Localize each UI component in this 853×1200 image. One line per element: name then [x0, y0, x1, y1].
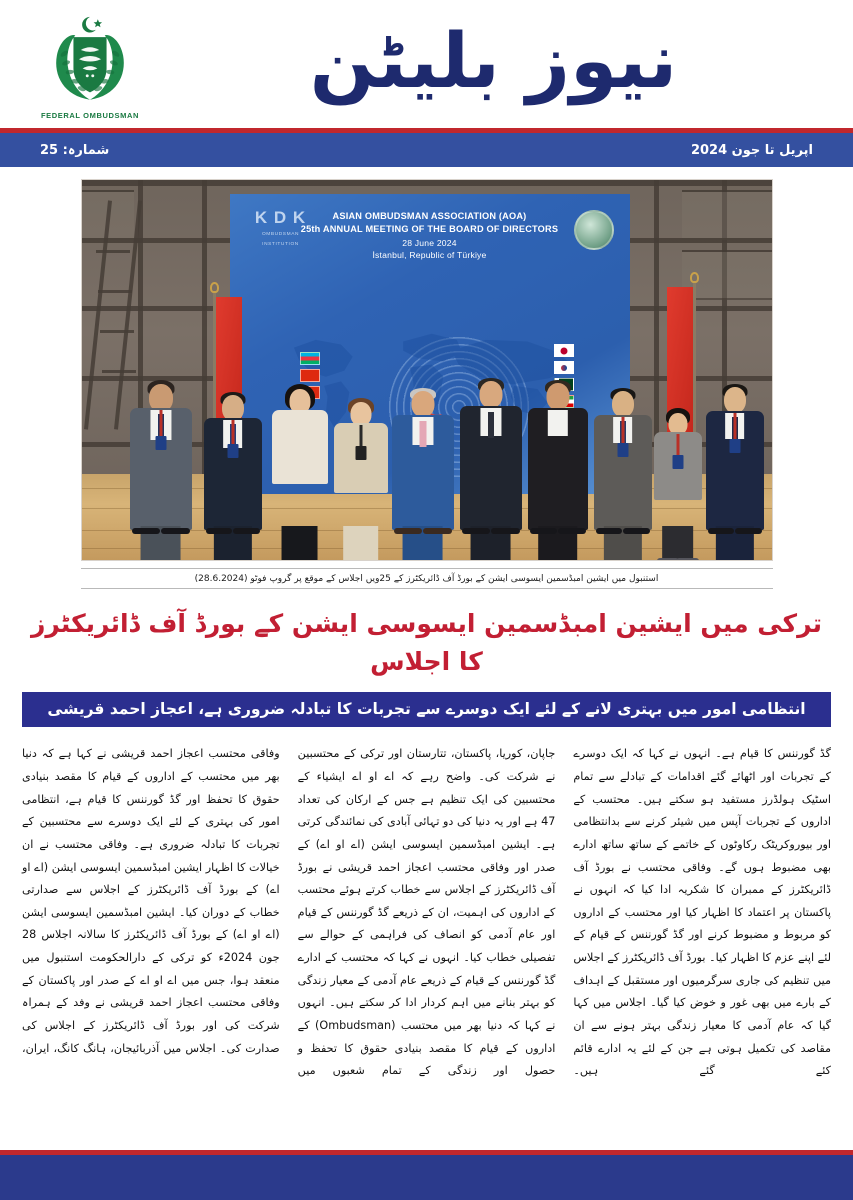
federal-ombudsman-crest-icon: [44, 15, 136, 109]
article-column-middle: جاپان، کوریا، پاکستان، تتارستان اور ترکی کے محتسبین نے شرکت کی۔ واضح رہے کہ اے او اے ایشیاء کے محتسبین کی ایک تنظیم ہے جس کے ارکان کی تعداد 47 ہے اور یہ دنیا کی دو تہائی آبادی کی نمائندگی کرتی ہے۔ ایشین امبڈسمین ایسوسی ایشن (اے او اے) کے صدر اور وفاقی محتسب اعجاز احمد قریشی نے بورڈ آف ڈائریکٹرز کے اجلاس سے خطاب کرتے ہوئے محتسب کے اداروں کی اہمیت، ان کے ذریعے گڈ گورننس کے قیام اور عام آدمی کو انصاف کی فراہمی کے حوالے سے تفصیلی خطاب کیا۔ انہوں نے کہا کہ محتسب کے ادارے گڈ گورننس کے قیام کے ذریعے عام آدمی کے معیار زندگی کو بہتر بنانے میں اہم کردار ادا کر سکتے ہیں۔ انہوں نے کہا کہ دنیا بھر میں محتسب (Ombudsman) کے اداروں کے قیام کا مقصد بنیادی حقوق کا تحفظ و حصول اور زندگی کے تمام شعبوں میں: [297, 747, 556, 1078]
issue-banner: [0, 133, 853, 167]
group-photo: [81, 179, 773, 561]
kdk-mark: K D K: [254, 208, 307, 227]
masthead: [0, 0, 853, 128]
article-column-right: وفاقی محتسب اعجاز احمد قریشی نے کہا ہے کہ دنیا بھر میں محتسب کے اداروں کے قیام کا مقصد بنیادی حقوق کا تحفظ اور گڈ گورننس کا قیام ہے، انتظامی امور کی بہتری کے لئے ایک دوسرے سے محتسبین کے تجربات کا تبادلہ ضروری ہے۔ وفاقی محتسب نے ان خیالات کا اظہار ایشین امبڈسمین ایسوسی ایشن (اے او اے) کے بورڈ آف ڈائریکٹرز کے اجلاس سے صدارتی خطاب کے دوران کیا۔ ایشین امبڈسمین ایسوسی ایشن (اے او اے) کے بورڈ آف ڈائریکٹرز کا سالانہ اجلاس 28 جون 2024ء کو ترکی کے دارالحکومت استنبول میں منعقد ہوا، جس میں اے او اے کے صدر اور پاکستان کے وفاقی محتسب اعجاز احمد قریشی نے وفد کے ہمراہ شرکت کی اور بورڈ آف ڈائریکٹرز کے اجلاس کی صدارت کی۔ اجلاس میں آذربائیجان، ہانگ کانگ، ایران،: [22, 747, 280, 1055]
delegate-photo-figure: [272, 384, 328, 530]
footer-bar: [0, 1155, 853, 1200]
banner-issue-number: شمارہ: 25: [40, 142, 110, 158]
delegate-photo-figure: [204, 392, 262, 530]
backdrop-line-1: ASIAN OMBUDSMAN ASSOCIATION (AOA): [332, 211, 527, 221]
banner-date: اپریل تا جون 2024: [690, 142, 813, 158]
delegate-photo-figure: [130, 380, 192, 530]
logo-caption: FEDERAL OMBUDSMAN: [41, 110, 139, 120]
delegate-photo-figure: [654, 408, 702, 530]
article-headline: ترکی میں ایشین امبڈسمین ایسوسی ایشن کے بورڈ آف ڈائریکٹرز کا اجلاس: [30, 609, 823, 676]
photo-wrap: [81, 179, 773, 561]
footer: [0, 1150, 853, 1200]
masthead-title: نیوز بلیٹن: [309, 16, 678, 105]
delegate-photo-figure: [392, 388, 454, 530]
kdk-sub-line1: OMBUDSMAN: [261, 232, 300, 237]
kdk-sub-line2: INSTITUTION: [262, 242, 299, 248]
delegate-photo-figure: [334, 398, 388, 530]
delegate-photo-figure: [594, 388, 652, 530]
article-body: [0, 727, 853, 1082]
logo-block: [0, 9, 180, 120]
article-column-left: گڈ گورننس کا قیام ہے۔ انہوں نے کہا کہ ایک دوسرے کے تجربات اور اٹھائے گئے اقدامات کے تبادلے سے تمام اسٹیک ہولڈرز مستفید ہو سکتے ہیں۔ محتسب کے اداروں کے تجربات آپس میں شیئر کرنے سے بدانتظامی اور بیوروکریٹک رکاوٹوں کے خاتمے کے ساتھ ساتھ ادارے بھی مضبوط ہوں گے۔ وفاقی محتسب نے بورڈ آف ڈائریکٹرز کے ممبران کا شکریہ ادا کیا کہ انہوں نے پاکستان پر اعتماد کا اظہار کیا اور محتسب کے اداروں کو مربوط و مضبوط کرنے اور گڈ گورننس کے قیام کے لئے اپنے عزم کا اظہار کیا۔ بورڈ آف ڈائریکٹرز کے اجلاس میں تنظیم کی جاری سرگرمیوں اور مستقبل کے اہداف کے بارے میں بھی غور و خوض کیا گیا۔ اجلاس میں کہا گیا کہ عام آدمی کا معیار زندگی بہتر ہونے سے ان مقاصد کی تکمیل ہوتی ہے جن کے لئے یہ ادارے قائم کئے گئے ہیں۔: [573, 747, 832, 1078]
delegate-photo-figure: [706, 384, 764, 530]
article-subheading-bar: انتظامی امور میں بہتری لانے کے لئے ایک دوسرے سے تجربات کا تبادلہ ضروری ہے، اعجاز احمد قریشی: [22, 692, 831, 727]
backdrop-line-2: 25th ANNUAL MEETING OF THE BOARD OF DIRECTORS: [300, 224, 559, 235]
photo-caption: استنبول میں ایشین امبڈسمین ایسوسی ایشن کے بورڈ آف ڈائریکٹرز کے 25ویں اجلاس کے موقع پر گروپ فوٹو (28.6.2024): [81, 569, 773, 589]
backdrop-line-4: İstanbul, Republic of Türkiye: [372, 250, 487, 261]
delegate-photo-figure: [528, 380, 588, 530]
backdrop-title-block: [230, 210, 630, 262]
delegate-photo-figure: [460, 378, 522, 530]
backdrop-line-3: 28 June 2024: [402, 237, 457, 248]
